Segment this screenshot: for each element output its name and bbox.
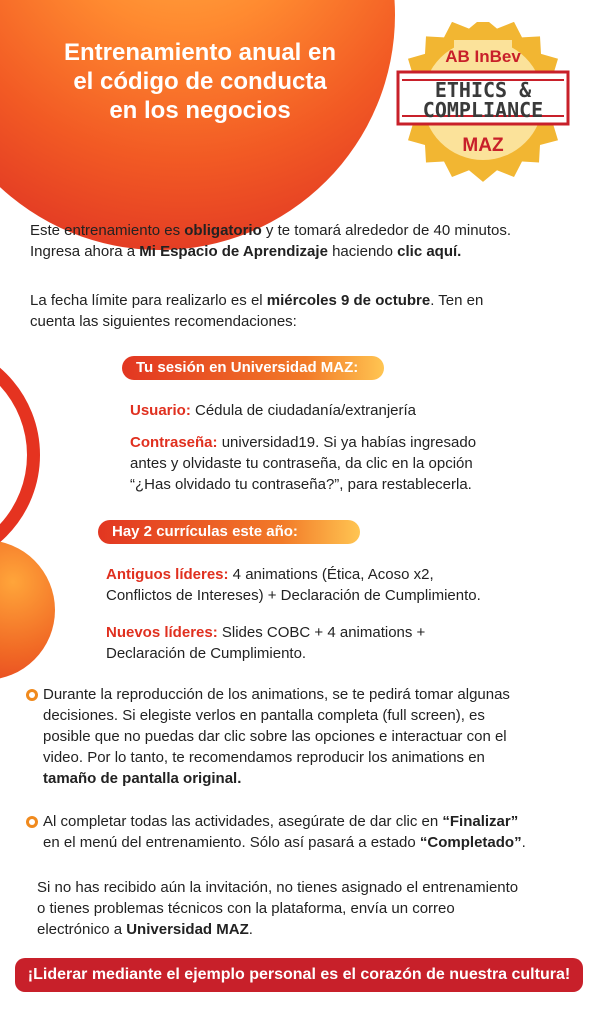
session-user — [130, 400, 416, 421]
text-run: Este entrenamiento es — [30, 222, 185, 239]
user-value: Cédula de ciudadanía/extranjería — [190, 402, 416, 419]
text-run: decisiones. Si elegiste verlos en pantalla completa (full screen), es — [43, 707, 485, 724]
text-run: Ingresa ahora a — [30, 243, 140, 260]
badge-brand: AB InBev — [445, 47, 521, 66]
old-leaders-label: Antiguos líderes: — [106, 566, 229, 583]
text-run: haciendo — [327, 243, 398, 260]
text-run: Durante la reproducción de los animations, se te pedirá tomar algunas — [43, 686, 510, 703]
text-run: tamaño de pantalla original. — [43, 770, 242, 787]
learning-space-link[interactable]: Mi Espacio de Aprendizaje — [139, 243, 328, 260]
badge-line1: ETHICS & — [434, 78, 532, 102]
text-run: en el menú del entrenamiento. Sólo así pasará a estado — [43, 834, 420, 851]
text-run: cuenta las siguientes recomendaciones: — [30, 313, 297, 330]
text-run: o tienes problemas técnicos con la plataforma, envía un correo — [37, 900, 455, 917]
bullet-finish-note — [43, 811, 526, 853]
session-heading-pill: Tu sesión en Universidad MAZ: — [122, 356, 384, 380]
text-run: Al completar todas las actividades, asegúrate de dar clic en — [43, 813, 443, 830]
decorative-circle — [0, 540, 55, 680]
text-run: . — [248, 921, 253, 938]
old-leaders — [106, 564, 481, 606]
text-run: Si no has recibido aún la invitación, no tienes asignado el entrenamiento — [37, 879, 519, 896]
text-run: La fecha límite para realizarlo es el — [30, 292, 267, 309]
text-run: . — [521, 834, 526, 851]
decorative-ring — [0, 340, 40, 570]
password-value: universidad19. Si ya habías ingresado — [217, 434, 477, 451]
page-title — [20, 38, 380, 125]
text-run: Conflictos de Intereses) + Declaración de Cumplimiento. — [106, 587, 481, 604]
text-run: video. Por lo tanto, te recomendamos reproducir los animations en — [43, 749, 485, 766]
text-run: electrónico a — [37, 921, 127, 938]
bullet-fullscreen-note — [43, 684, 510, 789]
text-run: y te tomará alrededor de 40 minutos. — [261, 222, 512, 239]
text-run: 4 animations (Ética, Acoso x2, — [228, 566, 434, 583]
new-leaders — [106, 622, 425, 664]
title-line: Entrenamiento anual en — [63, 39, 337, 66]
bullet-icon — [26, 816, 38, 828]
bullet-icon — [26, 689, 38, 701]
contact-paragraph — [37, 877, 518, 940]
text-run: “Finalizar” — [442, 813, 519, 830]
text-run: “Completado” — [419, 834, 522, 851]
title-line: el código de conducta — [73, 68, 327, 95]
university-maz-link[interactable]: Universidad MAZ — [126, 921, 249, 938]
click-here-link[interactable]: clic aquí. — [397, 243, 462, 260]
deadline-date: miércoles 9 de octubre — [266, 292, 431, 309]
text-run: obligatorio — [184, 222, 262, 239]
text-run: posible que no puedas dar clic sobre las opciones e interactuar con el — [43, 728, 507, 745]
session-password — [130, 432, 476, 495]
text-run: Declaración de Cumplimiento. — [106, 645, 307, 662]
footer-banner: ¡Liderar mediante el ejemplo personal es el corazón de nuestra cultura! — [15, 958, 583, 992]
text-run: antes y olvidaste tu contraseña, da clic en la opción — [130, 455, 473, 472]
text-run: “¿Has olvidado tu contraseña?”, para restablecerla. — [130, 476, 472, 493]
password-label: Contraseña: — [130, 434, 218, 451]
new-leaders-label: Nuevos líderes: — [106, 624, 218, 641]
deadline-paragraph — [30, 290, 483, 332]
badge-line2: COMPLIANCE — [422, 98, 544, 122]
user-label: Usuario: — [130, 402, 191, 419]
title-line: en los negocios — [109, 97, 291, 124]
text-run: Slides COBC + 4 animations + — [217, 624, 426, 641]
intro-paragraph — [30, 220, 511, 262]
curricula-heading-pill: Hay 2 currículas este año: — [98, 520, 360, 544]
badge-region: MAZ — [462, 135, 504, 156]
ethics-compliance-badge — [388, 22, 578, 182]
text-run: . Ten en — [430, 292, 484, 309]
